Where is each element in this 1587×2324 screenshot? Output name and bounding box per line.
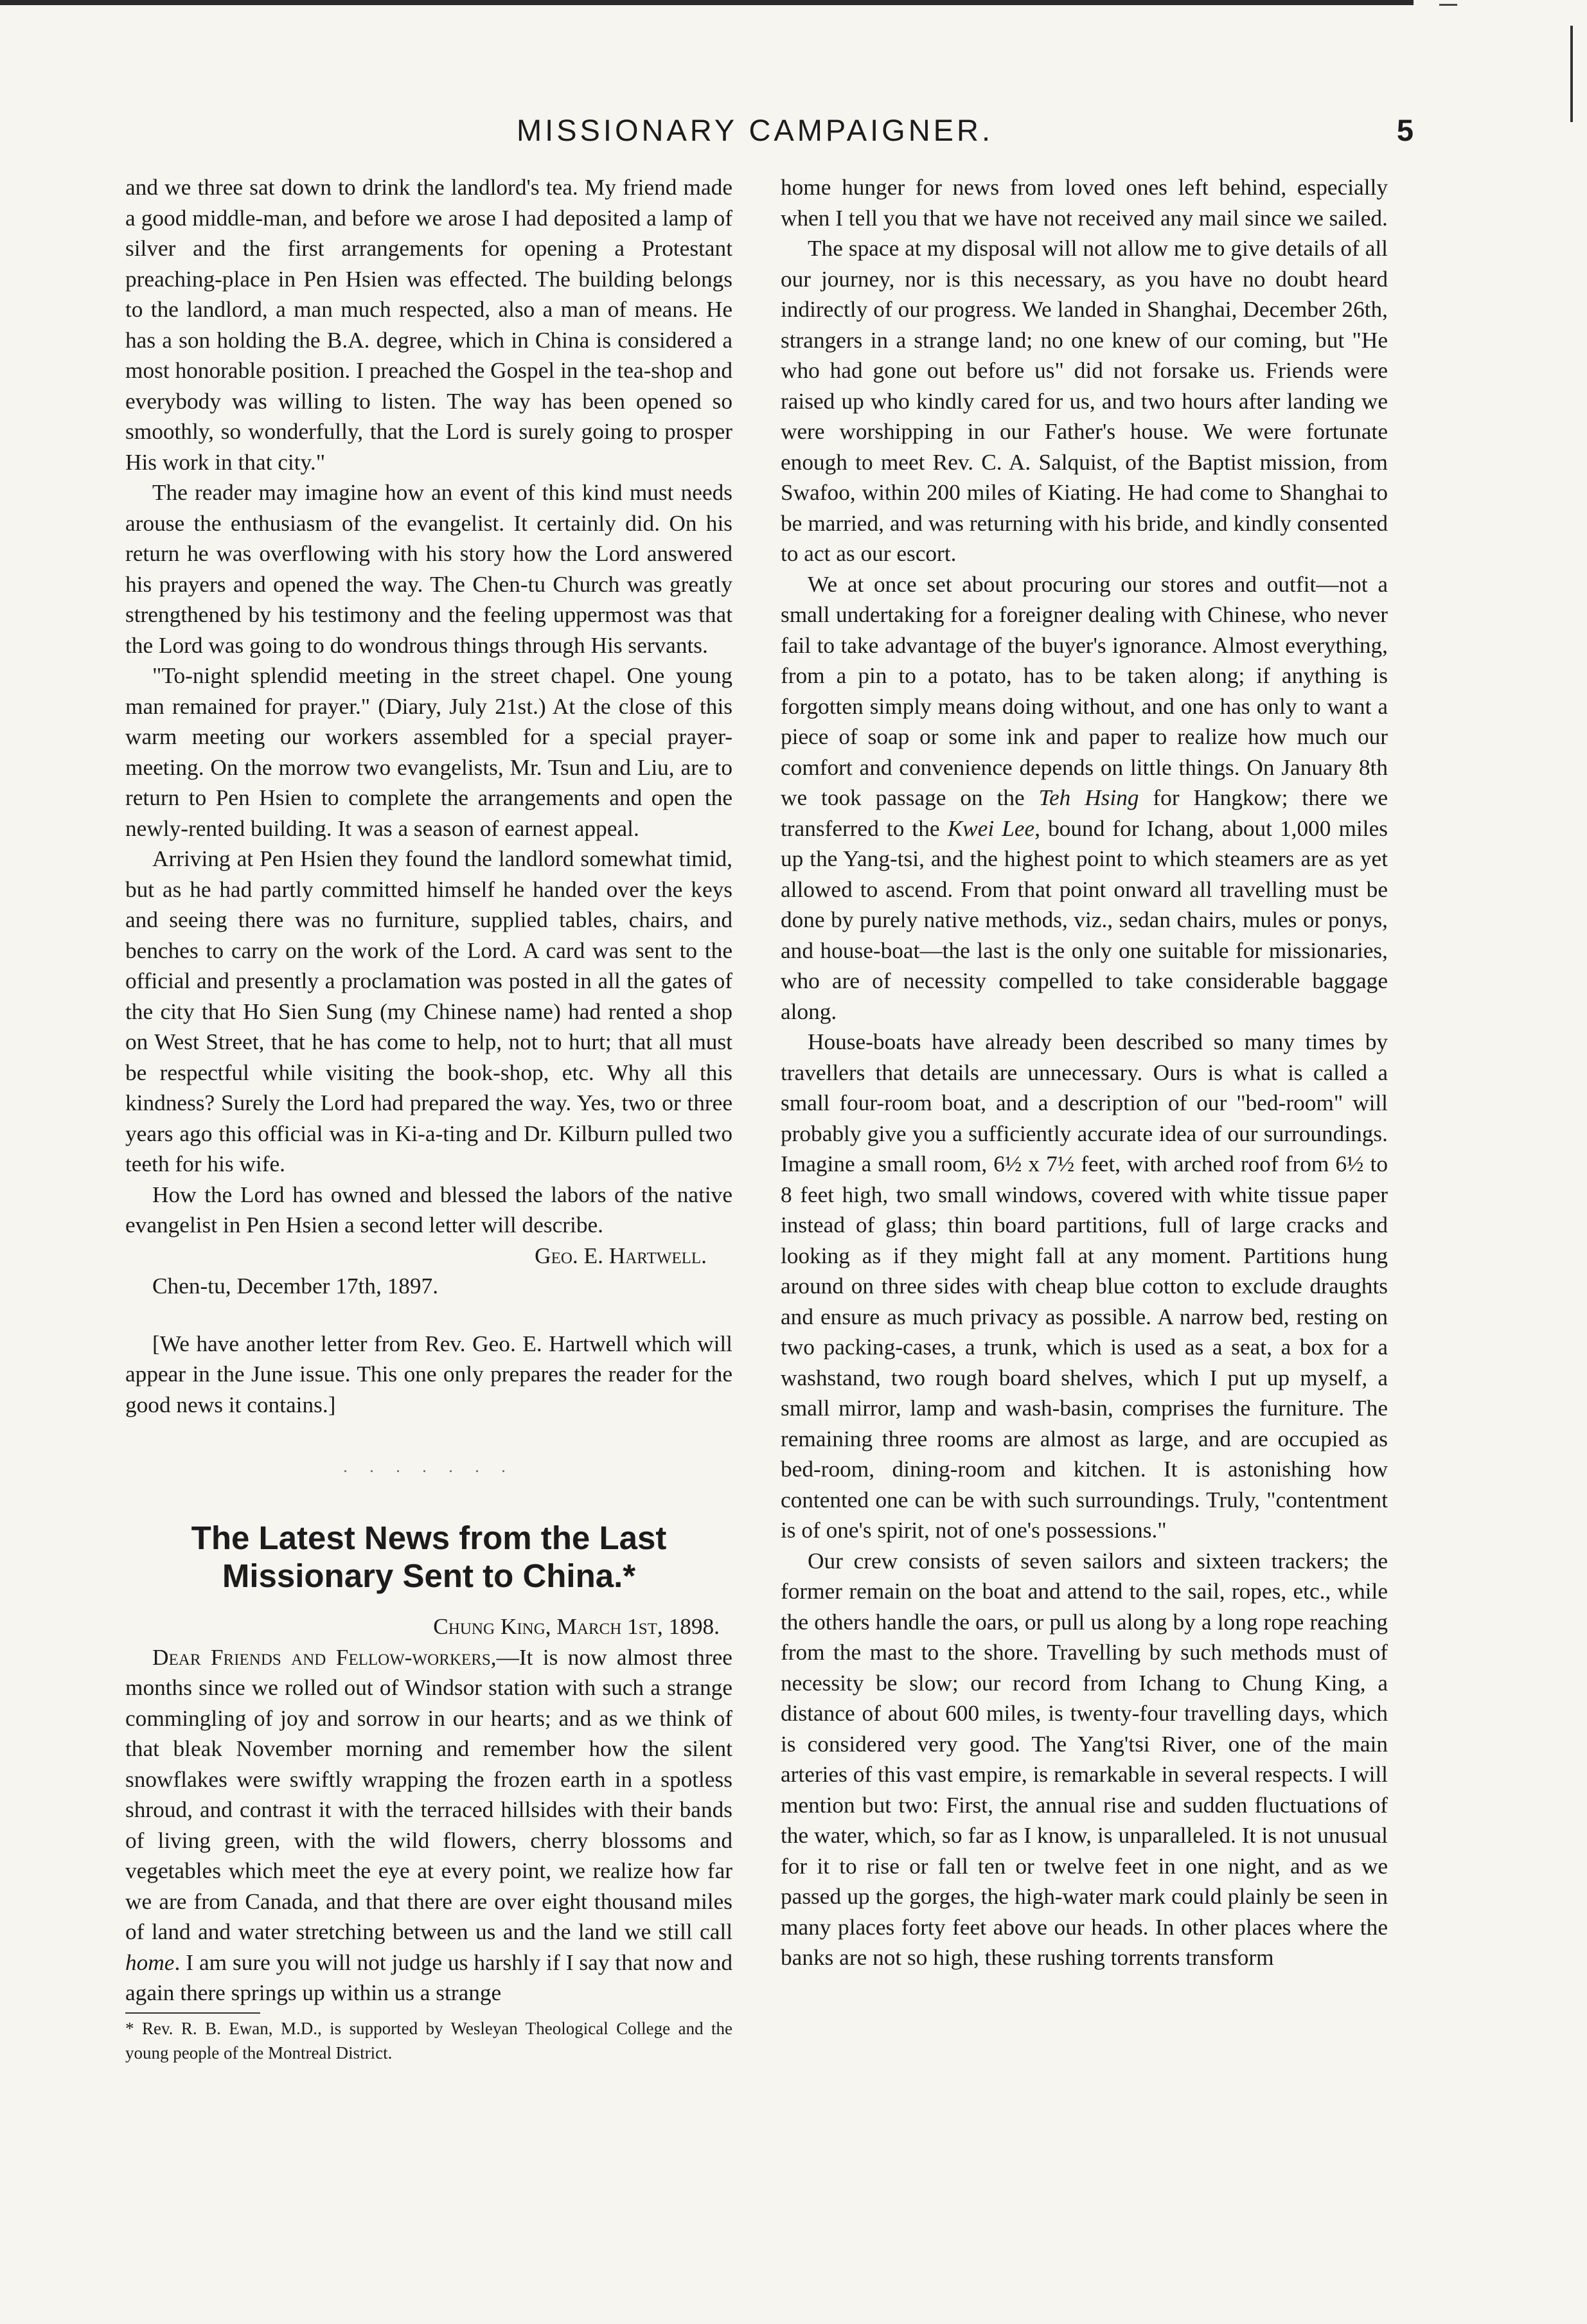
ship-name: Teh Hsing — [1038, 785, 1139, 810]
salutation: Dear Friends and Fellow-workers, — [152, 1644, 497, 1670]
top-border-rule — [0, 0, 1414, 5]
article-place-date: Chung King, March 1st, 1898. — [433, 1614, 720, 1639]
paragraph: The space at my disposal will not allow me to give details of all our journey, nor is this necessary, as you have no doubt heard indirectly of our progress. We landed in Shanghai, December 26th, strangers in a strange land; no one knew of our coming, but "He who had gone out before us" did not forsake us. Friends were raised up who kindly cared for us, and two hours after landing we were worshipping in our Father's house. We were fortunate enough to meet Rev. C. A. Salquist, of the Baptist mission, from Swafoo, within 200 miles of Kiating. He had come to Shanghai to be married, and was returning with his bride, and kindly consented to act as our escort. — [781, 236, 1388, 566]
paragraph — [781, 569, 1388, 1027]
letter-signature: Geo. E. Hartwell. — [535, 1243, 707, 1268]
right-column — [781, 172, 1388, 1973]
letter-dateline: Chen-tu, December 17th, 1897. — [152, 1273, 439, 1299]
ship-name: Kwei Lee — [947, 815, 1035, 841]
opening-text: —It is now almost three months since we rolled out of Windsor station with such a strange commingling of joy and sorrow in our hearts; and as we think of that bleak November morning and remember how the silent snowflakes were swiftly wrapping the frozen earth in a spotless shroud, and contrast it with the terraced hillsides with their bands of living green, with the wild flowers, cherry blossoms and vegetables which meet the eye at every point, we realize how far we are from Canada, and that there are over eight thousand miles of land and water stretching between us and the land we still call — [125, 1644, 732, 1944]
footnote-rule — [125, 2012, 260, 2014]
section-divider: . . . . . . . — [343, 1457, 515, 1476]
page-number: 5 — [1396, 113, 1414, 147]
emphasis-home: home — [125, 1949, 175, 1975]
paragraph-text: for Hangkow; there we transferred to the — [781, 785, 1388, 841]
article-headline: The Latest News from the Last Missionary Sent to China.* — [191, 1520, 667, 1594]
paragraph: home hunger for news from loved ones left behind, especially when I tell you that we have not received any mail since we sailed. — [781, 175, 1388, 231]
side-border-rule — [1570, 26, 1573, 122]
paragraph-text: , bound for Ichang, about 1,000 miles up the Yang-tsi, and the highest point to which steamers are as yet allowed to ascend. From that point onward all travelling must be done by purely native methods, viz., sedan chairs, mules or ponys, and house-boat—the last is the only one suitable for missionaries, who are of necessity compelled to take considerable baggage along. — [781, 815, 1388, 1024]
left-column — [125, 172, 732, 2065]
paragraph-text: We at once set about procuring our stores and outfit—not a small undertaking for a foreigner dealing with Chinese, who never fail to take advantage of the buyer's ignorance. Almost everything, from a pin to a potato, has to be taken along; if anything is forgotten simply means doing without, and one has only to want a piece of soap or some ink and paper to realize how much our comfort and convenience depends on little things. On January 8th we took passage on the — [781, 571, 1388, 810]
article-opening-paragraph — [125, 1642, 732, 2009]
editor-note: [We have another letter from Rev. Geo. E. Hartwell which will appear in the June issue. This one only prepares the reader for the good news it contains.] — [125, 1331, 732, 1417]
paragraph: Arriving at Pen Hsien they found the landlord somewhat timid, but as he had partly committed himself he handed over the keys and seeing there was no furniture, supplied tables, chairs, and benches to carry on the work of the Lord. A card was sent to the official and presently a proclamation was posted in all the gates of the city that Ho Sien Sung (my Chinese name) had rented a shop on West Street, that he has come to help, not to hurt; that all must be respectful while visiting the book-shop, etc. Why all this kindness? Surely the Lord had prepared the way. Yes, two or three years ago this official was in Ki-a-ting and Dr. Kilburn pulled two teeth for his wife. — [125, 846, 732, 1176]
paragraph: and we three sat down to drink the landlord's tea. My friend made a good middle-man, and before we arose I had deposited a lamp of silver and the first arrangements for opening a Protestant preaching-place in Pen Hsien was effected. The building belongs to the landlord, a man much respected, also a man of means. He has a son holding the B.A. degree, which in China is considered a most honorable position. I preached the Gospel in the tea-shop and everybody was willing to listen. The way has been opened so smoothly, so wonderfully, that the Lord is surely going to prosper His work in that city." — [125, 175, 732, 475]
running-header — [103, 112, 1414, 157]
top-border-mark — [1439, 4, 1457, 6]
paragraph: "To-night splendid meeting in the street chapel. One young man remained for prayer." (Diary, July 21st.) At the close of this warm meeting our workers assembled for a special prayer-meeting. On the morrow two evangelists, Mr. Tsun and Liu, are to return to Pen Hsien to complete the arrangements and open the newly-rented building. It was a season of earnest appeal. — [125, 663, 732, 841]
opening-text-end: . I am sure you will not judge us harshly if I say that now and again there springs up within us a strange — [125, 1949, 732, 2005]
paragraph: How the Lord has owned and blessed the labors of the native evangelist in Pen Hsien a second letter will describe. — [125, 1182, 732, 1237]
publication-title: MISSIONARY CAMPAIGNER. — [516, 113, 994, 147]
paragraph: House-boats have already been described so many times by travellers that details are unnecessary. Ours is what is called a small four-room boat, and a description of our "bed-room" will probably give you a sufficiently accurate idea of our surroundings. Imagine a small room, 6½ x 7½ feet, with arched roof from 6½ to 8 feet high, two small windows, covered with white tissue paper instead of glass; thin board partitions, full of large cracks and looking as if they might fall at any moment. Partitions hung around on three sides with cheap blue cotton to exclude draughts and ensure as much privacy as possible. A narrow bed, resting on two packing-cases, a trunk, which is used as a seat, a box for a washstand, two rough board shelves, which I put up myself, a small mirror, lamp and wash-basin, comprises the furniture. The remaining three rooms are almost as large, and are occupied as bed-room, dining-room and kitchen. It is astonishing how contented one can be with such surroundings. Truly, "contentment is of one's spirit, not of one's possessions." — [781, 1029, 1388, 1543]
paragraph: The reader may imagine how an event of this kind must needs arouse the enthusiasm of the evangelist. It certainly did. On his return he was overflowing with his story how the Lord answered his prayers and opened the way. The Chen-tu Church was greatly strengthened by his testimony and the feeling uppermost was that the Lord was going to do wondrous things through His servants. — [125, 480, 732, 658]
footnote: * Rev. R. B. Ewan, M.D., is supported by Wesleyan Theological College and the young people of the Montreal District. — [125, 2018, 732, 2062]
paragraph: Our crew consists of seven sailors and sixteen trackers; the former remain on the boat and attend to the sail, ropes, etc., while the others handle the oars, or pull us along by a long rope reaching from the mast to the shore. Travelling by such methods must of necessity be slow; our record from Ichang to Chung King, a distance of about 600 miles, is twenty-four travelling days, which is considered very good. The Yang'tsi River, one of the main arteries of this vast empire, is remarkable in several respects. I will mention but two: First, the annual rise and sudden fluctuations of the water, which, so far as I know, is unparalleled. It is not unusual for it to rise or fall ten or twelve feet in one night, and as we passed up the gorges, the high-water mark could plainly be seen in many places forty feet above our heads. In other places where the banks are not so high, these rushing torrents transform — [781, 1548, 1388, 1970]
